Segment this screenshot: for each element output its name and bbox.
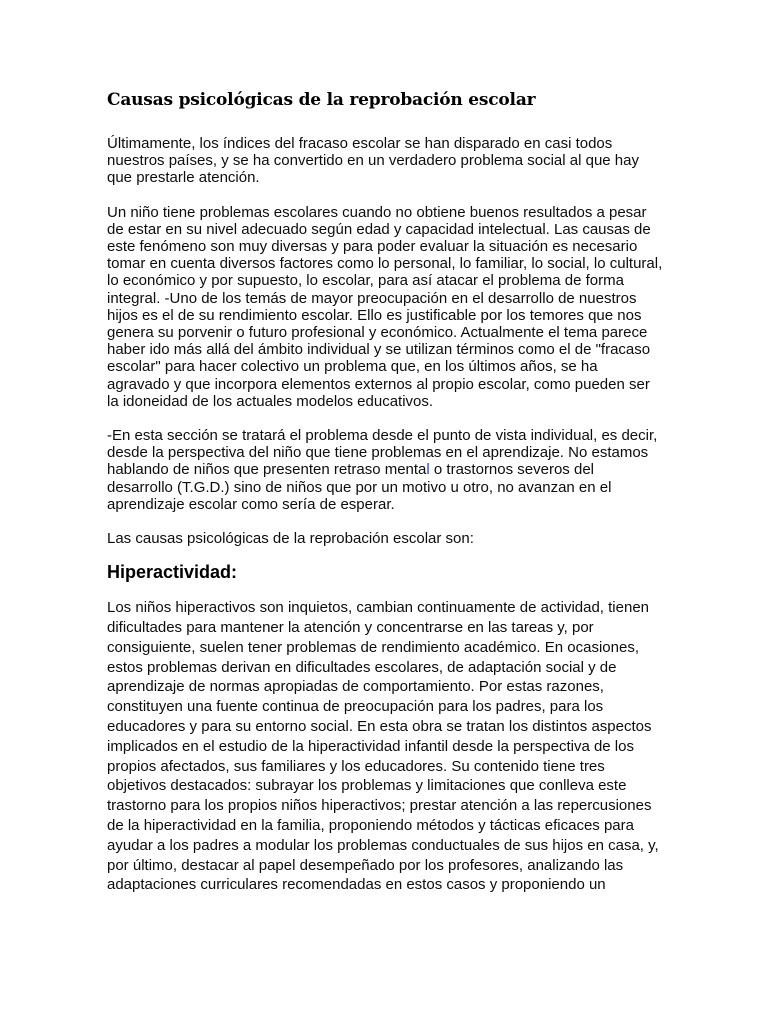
paragraph-causes-list-intro: Las causas psicológicas de la reprobación escolar son:	[107, 530, 474, 548]
section-heading-label: Hiperactividad	[107, 562, 232, 583]
section-heading-hiperactividad	[107, 560, 663, 584]
document-page	[107, 88, 663, 895]
document-title: Causas psicológicas de la reprobación escolar	[107, 90, 536, 110]
paragraph-intro: Últimamente, los índices del fracaso escolar se han disparado en casi todos nuestros países, y se ha convertido en un verdadero problema social al que hay que prestarle atención.	[107, 135, 639, 187]
paragraph-hiperactividad: Los niños hiperactivos son inquietos, cambian continuamente de actividad, tienen dificultades para mantener la atención y concentrarse en las tareas y, por consiguiente, suelen tener problemas de rendimiento académico. En ocasiones, estos problemas derivan en dificultades escolares, de adaptación social y de aprendizaje de normas apropiadas de comportamiento. Por estas razones, constituyen una fuente continua de preocupación para los padres, para los educadores y para su entorno social. En esta obra se tratan los distintos aspectos implicados en el estudio de la hiperactividad infantil desde la perspectiva de los propios afectados, sus familiares y los educadores. Su contenido tiene tres objetivos destacados: subrayar los problemas y limitaciones que conlleva este trastorno para los propios niños hiperactivos; prestar atención a las repercusiones de la hiperactividad en la familia, proponiendo métodos y tácticas eficaces para ayudar a los padres a modular los problemas conductuales de sus hijos en casa, y, por último, destacar al papel desempeñado por los profesores, analizando las adaptaciones curriculares recomendadas en estos casos y proponiendo un	[107, 599, 659, 894]
paragraph-individual-view-text-a: -En esta sección se tratará el problema desde el punto de vista individual, es decir, desde la perspectiva del niño que tiene problemas en el aprendizaje. No estamos hablando de niños que presenten retraso menta	[107, 427, 658, 479]
paragraph-causes: Un niño tiene problemas escolares cuando no obtiene buenos resultados a pesar de estar en su nivel adecuado según edad y capacidad intelectual. Las causas de este fenómeno son muy diversas y para poder evaluar la situación es necesario tomar en cuenta diversos factores como lo personal, lo familiar, lo social, lo cultural, lo económico y por supuesto, lo escolar, para así atacar el problema de forma integral. -Uno de los temás de mayor preocupación en el desarrollo de nuestros hijos es el de su rendimiento escolar. Ello es justificable por los temores que nos genera su porvenir o futuro profesional y económico. Actualmente el tema parece haber ido más allá del ámbito individual y se utilizan términos como el de "fracaso escolar" para hacer colectivo un problema que, en los últimos años, se ha agravado y que incorpora elementos externos al propio escolar, como pueden ser la idoneidad de los actuales modelos educativos.	[107, 203, 663, 410]
section-heading-colon: :	[231, 562, 238, 583]
paragraph-individual-view-text-b: o trastornos severos del desarrollo (T.G.D.) sino de niños que por un motivo u otro, no avanzan en el aprendizaje escolar como sería de esperar.	[107, 461, 612, 513]
highlighted-letter: l	[426, 461, 430, 479]
paragraph-individual-view	[107, 427, 663, 513]
